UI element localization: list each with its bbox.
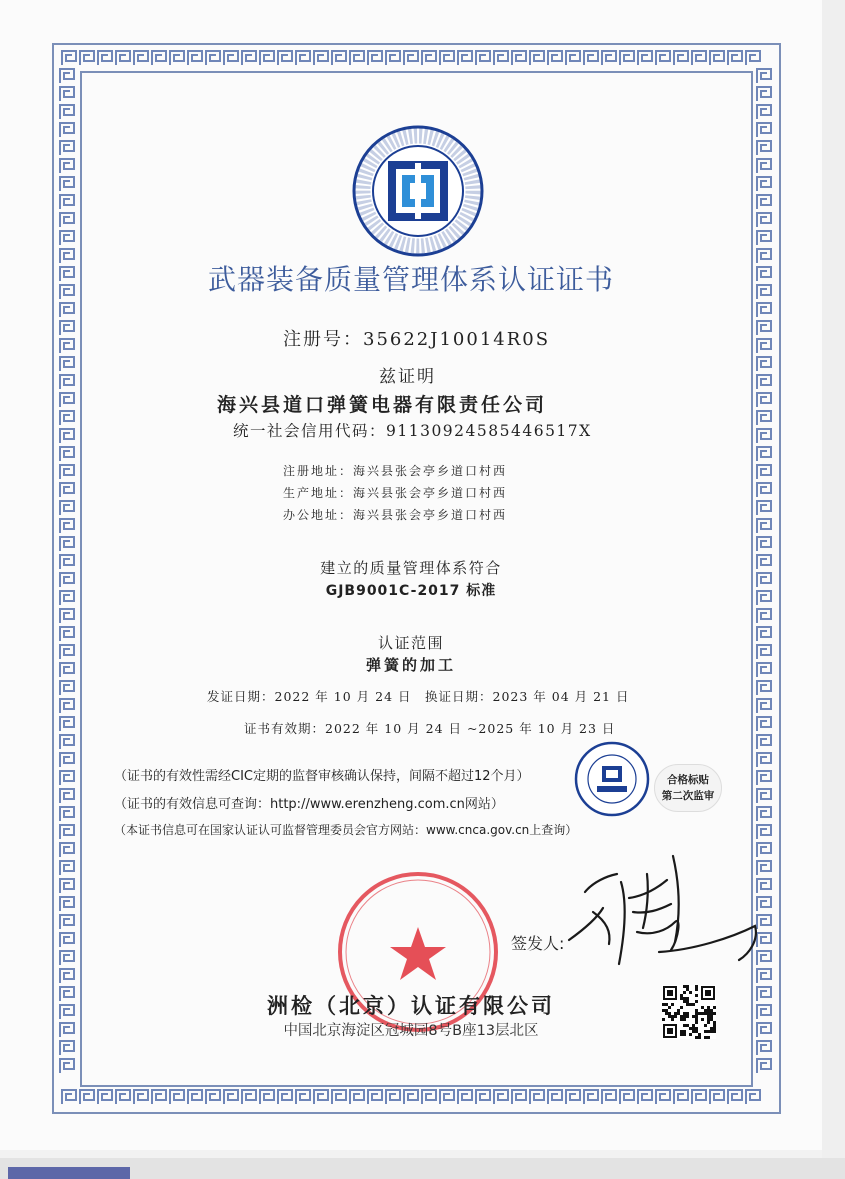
company-name: 海兴县道口弹簧电器有限责任公司 (217, 394, 548, 416)
production-address: 生产地址：海兴县张会亭乡道口村西 (283, 486, 508, 500)
scope-label: 认证范围 (377, 634, 444, 652)
hereby-certify: 兹证明 (379, 367, 436, 387)
sticker-line2: 第二次监审 (661, 790, 715, 802)
sticker-line1: 合格标贴 (667, 774, 709, 786)
pass-sticker (654, 764, 722, 812)
issuer-label: 签发人: (511, 934, 565, 953)
registration-number: 注册号：35622J10014R0S (283, 329, 551, 350)
registered-address: 注册地址：海兴县张会亭乡道口村西 (283, 464, 508, 478)
conformity-text: 建立的质量管理体系符合 (320, 559, 502, 577)
validity-period: 证书有效期：2022 年 10 月 24 日 ~2025 年 10 月 23 日 (244, 721, 616, 736)
certification-logo (351, 124, 485, 258)
viewer-scrollbar[interactable] (8, 1167, 130, 1179)
credit-code: 统一社会信用代码：91130924585446517X (233, 422, 592, 440)
scope-value: 弹簧的加工 (365, 656, 456, 674)
handwritten-signature (563, 852, 763, 972)
note-surveillance: （证书的有效性需经CIC定期的监督审核确认保持，间隔不超过12个月） (114, 769, 530, 784)
certificate-title: 武器装备质量管理体系认证证书 (207, 263, 614, 296)
office-address: 办公地址：海兴县张会亭乡道口村西 (283, 508, 508, 522)
qr-code[interactable] (662, 985, 716, 1039)
standard-code: GJB9001C-2017 标准 (325, 583, 497, 599)
note-query-site: （证书的有效信息可查询：http://www.erenzheng.com.cn网站） (114, 797, 504, 812)
background-edge (822, 0, 845, 1158)
organization-address: 中国北京海淀区冠城园8号B座13层北区 (283, 1023, 539, 1039)
note-cnca-site: （本证书信息可在国家认证认可监督管理委员会官方网站：www.cnca.gov.cn上查询） (114, 823, 578, 837)
issue-dates: 发证日期：2022 年 10 月 24 日 换证日期：2023 年 04 月 21 日 (207, 689, 630, 704)
surveillance-seal-icon (573, 740, 651, 818)
organization-name: 洲检（北京）认证有限公司 (267, 994, 555, 1018)
